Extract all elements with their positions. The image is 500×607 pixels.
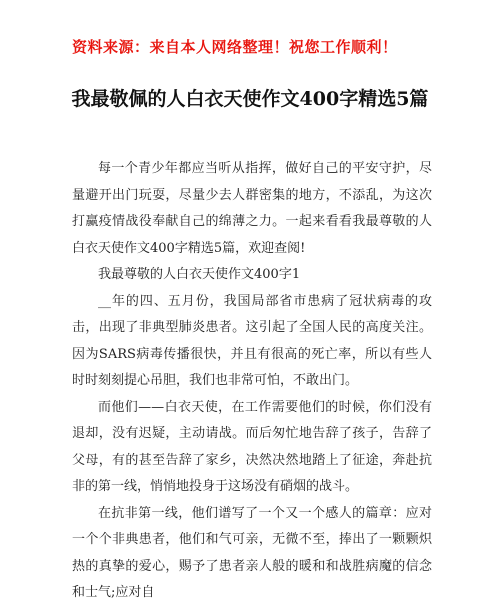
source-banner: 资料来源：来自本人网络整理！祝您工作顺利！ bbox=[72, 38, 398, 56]
body-paragraph: 而他们——白衣天使，在工作需要他们的时候，你们没有退却，没有迟疑，主动请战。而后匆忙地告辞了孩子，告辞了父母，有的甚至告辞了家乡，决然决然地踏上了征途，奔赴抗非的第一线，悄悄地投身于这场没有硝烟的战斗。 bbox=[72, 399, 432, 494]
body-paragraph: 在抗非第一线，他们谱写了一个又一个感人的篇章：应对一个个非典患者，他们和气可亲，无微不至，捧出了一颗颗炽热的真挚的爱心，赐予了患者亲人般的暖和和战胜病魔的信念和士气;应对自 bbox=[72, 505, 432, 600]
body-paragraph: __年的四、五月份，我国局部省市患病了冠状病毒的攻击，出现了非典型肺炎患者。这引起了全国人民的高度关注。因为SARS病毒传播很快，并且有很高的死亡率，所以有些人时时刻刻提心吊胆，我们也非常可怕，不敢出门。 bbox=[72, 293, 432, 388]
section-heading: 我最尊敬的人白衣天使作文400字1 bbox=[98, 267, 301, 282]
intro-paragraph: 每一个青少年都应当听从指挥，做好自己的平安守护，尽量避开出门玩耍，尽量少去人群密集的地方，不添乱，为这次打赢疫情战役奉献自己的绵薄之力。一起来看看我最尊敬的人白衣天使作文400字精选5篇，欢迎查阅! bbox=[72, 161, 432, 256]
article-title: 我最敬佩的人白衣天使作文400字精选5篇 bbox=[71, 88, 429, 110]
article-body bbox=[72, 156, 432, 607]
